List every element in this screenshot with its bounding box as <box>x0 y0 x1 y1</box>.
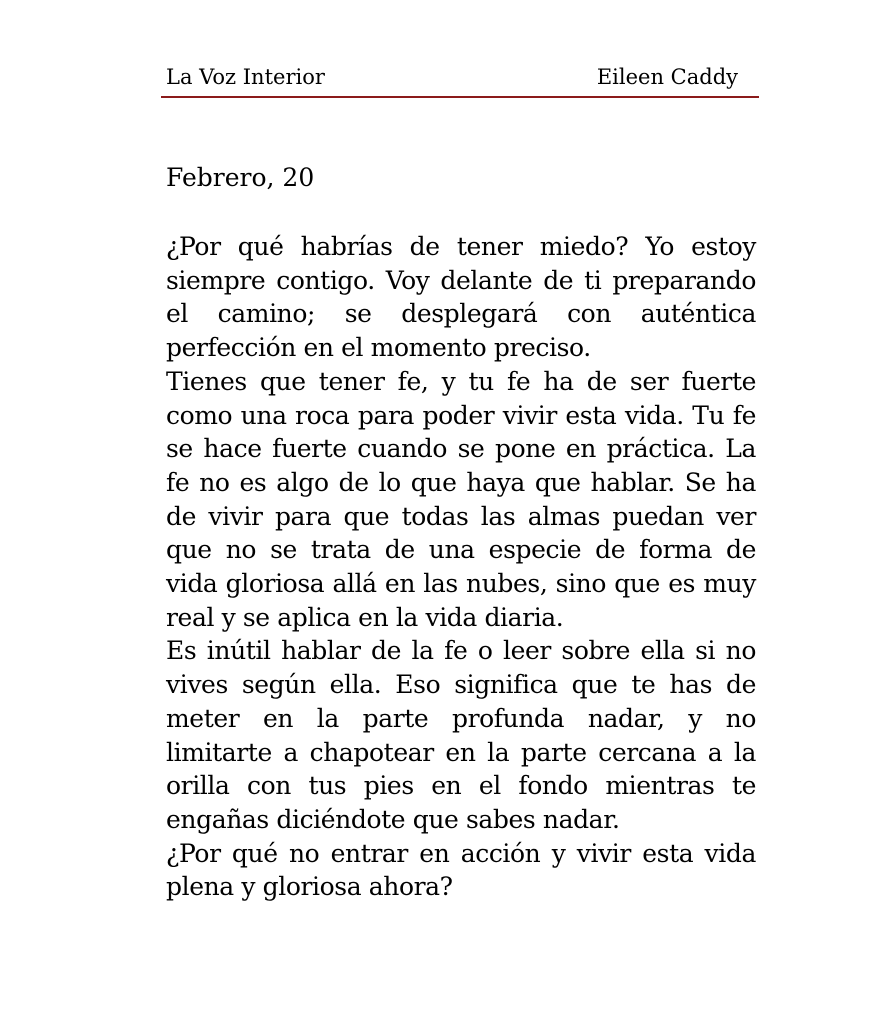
entry-date: Febrero, 20 <box>166 163 315 192</box>
entry-paragraph: ¿Por qué no entrar en acción y vivir esta vida plena y gloriosa ahora? <box>166 838 756 902</box>
entry-paragraph: ¿Por qué habrías de tener miedo? Yo estoy siempre contigo. Voy delante de ti preparando el camino; se desplegará con auténtica perfección en el momento preciso. <box>166 232 756 363</box>
entry-paragraph: Es inútil hablar de la fe o leer sobre ella si no vives según ella. Eso significa que te has de meter en la parte profunda nadar, y no limitarte a chapotear en la parte cercana a la orilla con tus pies en el fondo mientras te engañas diciéndote que sabes nadar. <box>166 636 756 834</box>
entry-paragraph: Tienes que tener fe, y tu fe ha de ser fuerte como una roca para poder vivir esta vida. Tu fe se hace fuerte cuando se pone en práctica. La fe no es algo de lo que haya que hablar. Se ha de vivir para que todas las almas puedan ver que no se trata de una especie de forma de vida gloriosa allá en las nubes, sino que es muy real y se aplica en la vida diaria. <box>166 366 756 632</box>
book-title: La Voz Interior <box>166 65 325 89</box>
entry-body <box>166 230 756 904</box>
book-author: Eileen Caddy <box>596 65 738 89</box>
running-header <box>161 62 759 98</box>
